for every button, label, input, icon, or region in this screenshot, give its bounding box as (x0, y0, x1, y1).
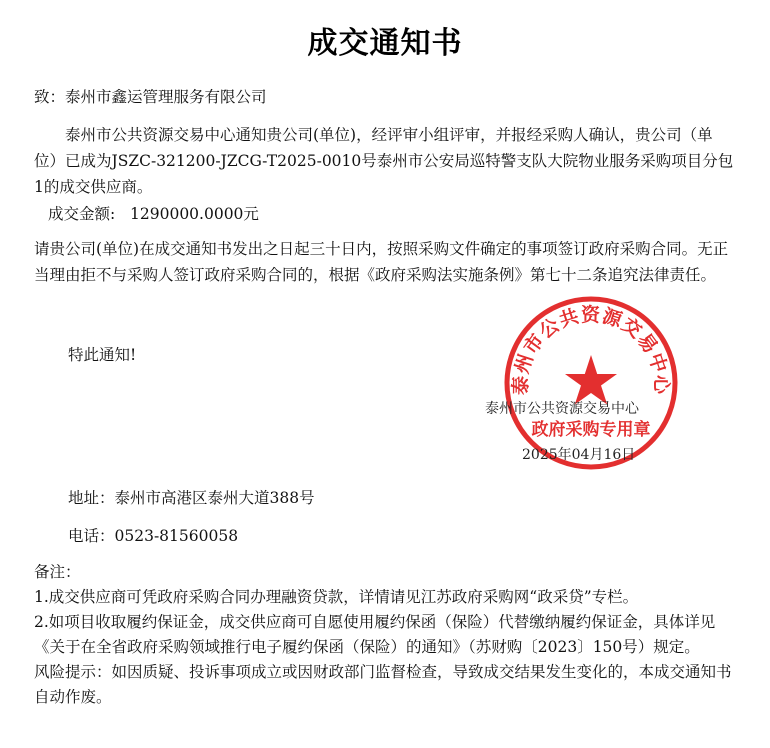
notes-section (34, 560, 734, 710)
amount-label: 成交金额: (48, 205, 116, 223)
request-paragraph-text: 请贵公司(单位)在成交通知书发出之日起三十日内，按照采购文件确定的事项签订政府采购合同。无正当理由拒不与采购人签订政府采购合同的，根据《政府采购法实施条例》第七十二条追究法律责任。 (34, 240, 729, 284)
issue-date: 2025年04月16日 (522, 447, 636, 463)
request-paragraph (34, 236, 734, 288)
closing-line: 特此通知! (68, 346, 137, 364)
notes-item-2: 2.如项目收取履约保证金，成交供应商可自愿使用履约保函（保险）代替缴纳履约保证金，具体详见《关于在全省政府采购领域推行电子履约保函（保险）的通知》（苏财购〔2023〕150号）规定。 (34, 613, 716, 656)
recipient-line: 致：泰州市鑫运管理服务有限公司 (34, 88, 267, 106)
body-paragraph-text: 泰州市公共资源交易中心通知贵公司(单位)，经评审小组评审，并报经采购人确认，贵公司（单位）已成为JSZC-321200-JZCG-T2025-0010号泰州市公安局巡特警支队大院物业服务采购项目分包1的成交供应商。 (34, 126, 734, 196)
address-line: 地址：泰州市高港区泰州大道388号 (68, 489, 315, 507)
phone-line: 电话：0523-81560058 (68, 527, 239, 545)
issuer-name: 泰州市公共资源交易中心 (485, 401, 639, 417)
amount-value: 1290000.0000元 (130, 205, 259, 223)
seal-outer-text: 泰州市公共资源交易中心 (509, 304, 673, 396)
notes-heading: 备注： (34, 563, 81, 581)
seal-inner-text: 政府采购专用章 (531, 420, 651, 440)
notes-item-1: 1.成交供应商可凭政府采购合同办理融资贷款，详情请见江苏政府采购网“政采贷”专栏。 (34, 588, 639, 606)
page-title: 成交通知书 (307, 26, 463, 61)
body-paragraph (34, 122, 734, 200)
risk-notice: 风险提示：如因质疑、投诉事项成立或因财政部门监督检查，导致成交结果发生变化的，本成交通知书自动作废。 (34, 663, 732, 706)
amount-line (48, 203, 259, 225)
